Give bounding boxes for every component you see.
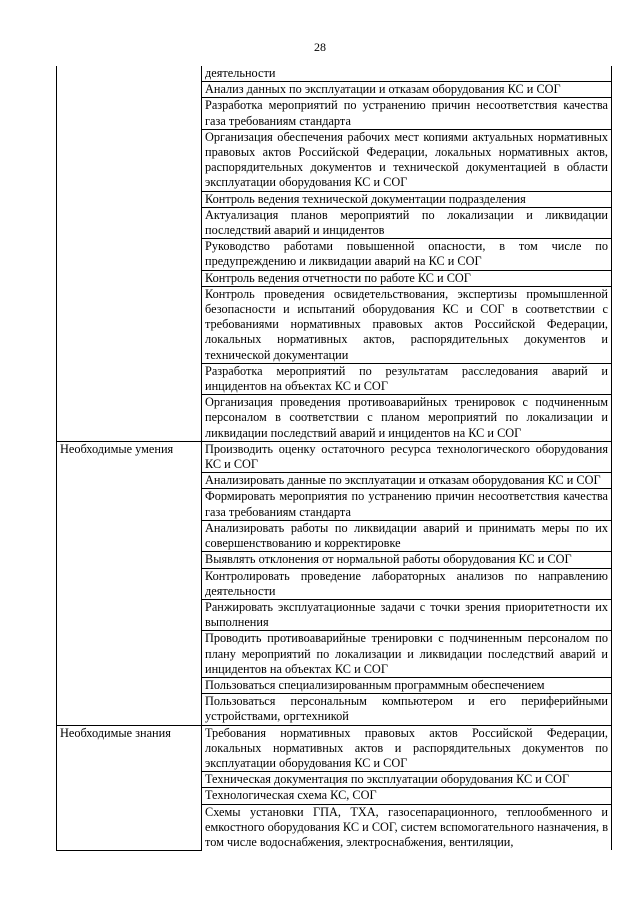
table-row (57, 725, 612, 772)
description-cell: Производить оценку остаточного ресурса технологического оборудования КС и СОГ (202, 441, 612, 472)
description-cell: Техническая документация по эксплуатации оборудования КС и СОГ (202, 772, 612, 788)
competency-table (56, 66, 612, 851)
section-label-cell: Необходимые умения (57, 441, 202, 725)
description-cell: Контроль ведения отчетности по работе КС и СОГ (202, 270, 612, 286)
description-cell: Требования нормативных правовых актов Российской Федерации, локальных нормативных актов и распорядительных документов по эксплуатации оборудования КС и СОГ (202, 725, 612, 772)
description-cell: Пользоваться специализированным программным обеспечением (202, 677, 612, 693)
description-cell: Формировать мероприятия по устранению причин несоответствия качества газа требованиям стандарта (202, 489, 612, 520)
page-number: 28 (314, 40, 326, 54)
description-cell: Контроль проведения освидетельствования, экспертизы промышленной безопасности и испытаний оборудования КС и СОГ в соответствии с требованиями нормативных правовых актов Российской Федерации, локальных нормативных актов, распорядительных документов и технической документации (202, 286, 612, 363)
description-cell: Контроль ведения технической документации подразделения (202, 191, 612, 207)
description-cell: Пользоваться персональным компьютером и его периферийными устройствами, оргтехникой (202, 694, 612, 725)
description-cell: Актуализация планов мероприятий по локализации и ликвидации последствий аварий и инцидентов (202, 207, 612, 238)
description-cell: Ранжировать эксплуатационные задачи с точки зрения приоритетности их выполнения (202, 599, 612, 630)
description-cell: Анализ данных по эксплуатации и отказам оборудования КС и СОГ (202, 82, 612, 98)
description-cell: Анализировать данные по эксплуатации и отказам оборудования КС и СОГ (202, 473, 612, 489)
description-cell: Выявлять отклонения от нормальной работы оборудования КС и СОГ (202, 552, 612, 568)
table-row (57, 441, 612, 472)
description-cell: деятельности (202, 66, 612, 82)
description-cell: Руководство работами повышенной опасности, в том числе по предупреждению и ликвидации аварий на КС и СОГ (202, 239, 612, 270)
section-label-cell: Необходимые знания (57, 725, 202, 850)
description-cell: Технологическая схема КС, СОГ (202, 788, 612, 804)
description-cell: Разработка мероприятий по устранению причин несоответствия качества газа требованиям стандарта (202, 98, 612, 129)
description-cell: Разработка мероприятий по результатам расследования аварий и инцидентов на объектах КС и СОГ (202, 363, 612, 394)
description-cell: Проводить противоаварийные тренировки с подчиненным персоналом по плану мероприятий по локализации и ликвидации последствий аварий и инцидентов на объектах КС и СОГ (202, 631, 612, 678)
description-cell: Организация проведения противоаварийных тренировок с подчиненным персоналом в соответствии с планом мероприятий по локализации и ликвидации последствий аварий и инцидентов на КС и СОГ (202, 395, 612, 442)
section-label-cell (57, 66, 202, 441)
description-cell: Контролировать проведение лабораторных анализов по направлению деятельности (202, 568, 612, 599)
description-cell: Организация обеспечения рабочих мест копиями актуальных нормативных правовых актов Российской Федерации, локальных нормативных актов, распорядительных документов и технической документацией в области эксплуатации оборудования КС и СОГ (202, 129, 612, 191)
description-cell: Схемы установки ГПА, ТХА, газосепарационного, теплообменного и емкостного оборудования КС и СОГ, систем вспомогательного назначения, в том числе водоснабжения, электроснабжения, вентиляции, (202, 804, 612, 850)
table-row (57, 66, 612, 82)
description-cell: Анализировать работы по ликвидации аварий и принимать меры по их совершенствованию и корректировке (202, 520, 612, 551)
